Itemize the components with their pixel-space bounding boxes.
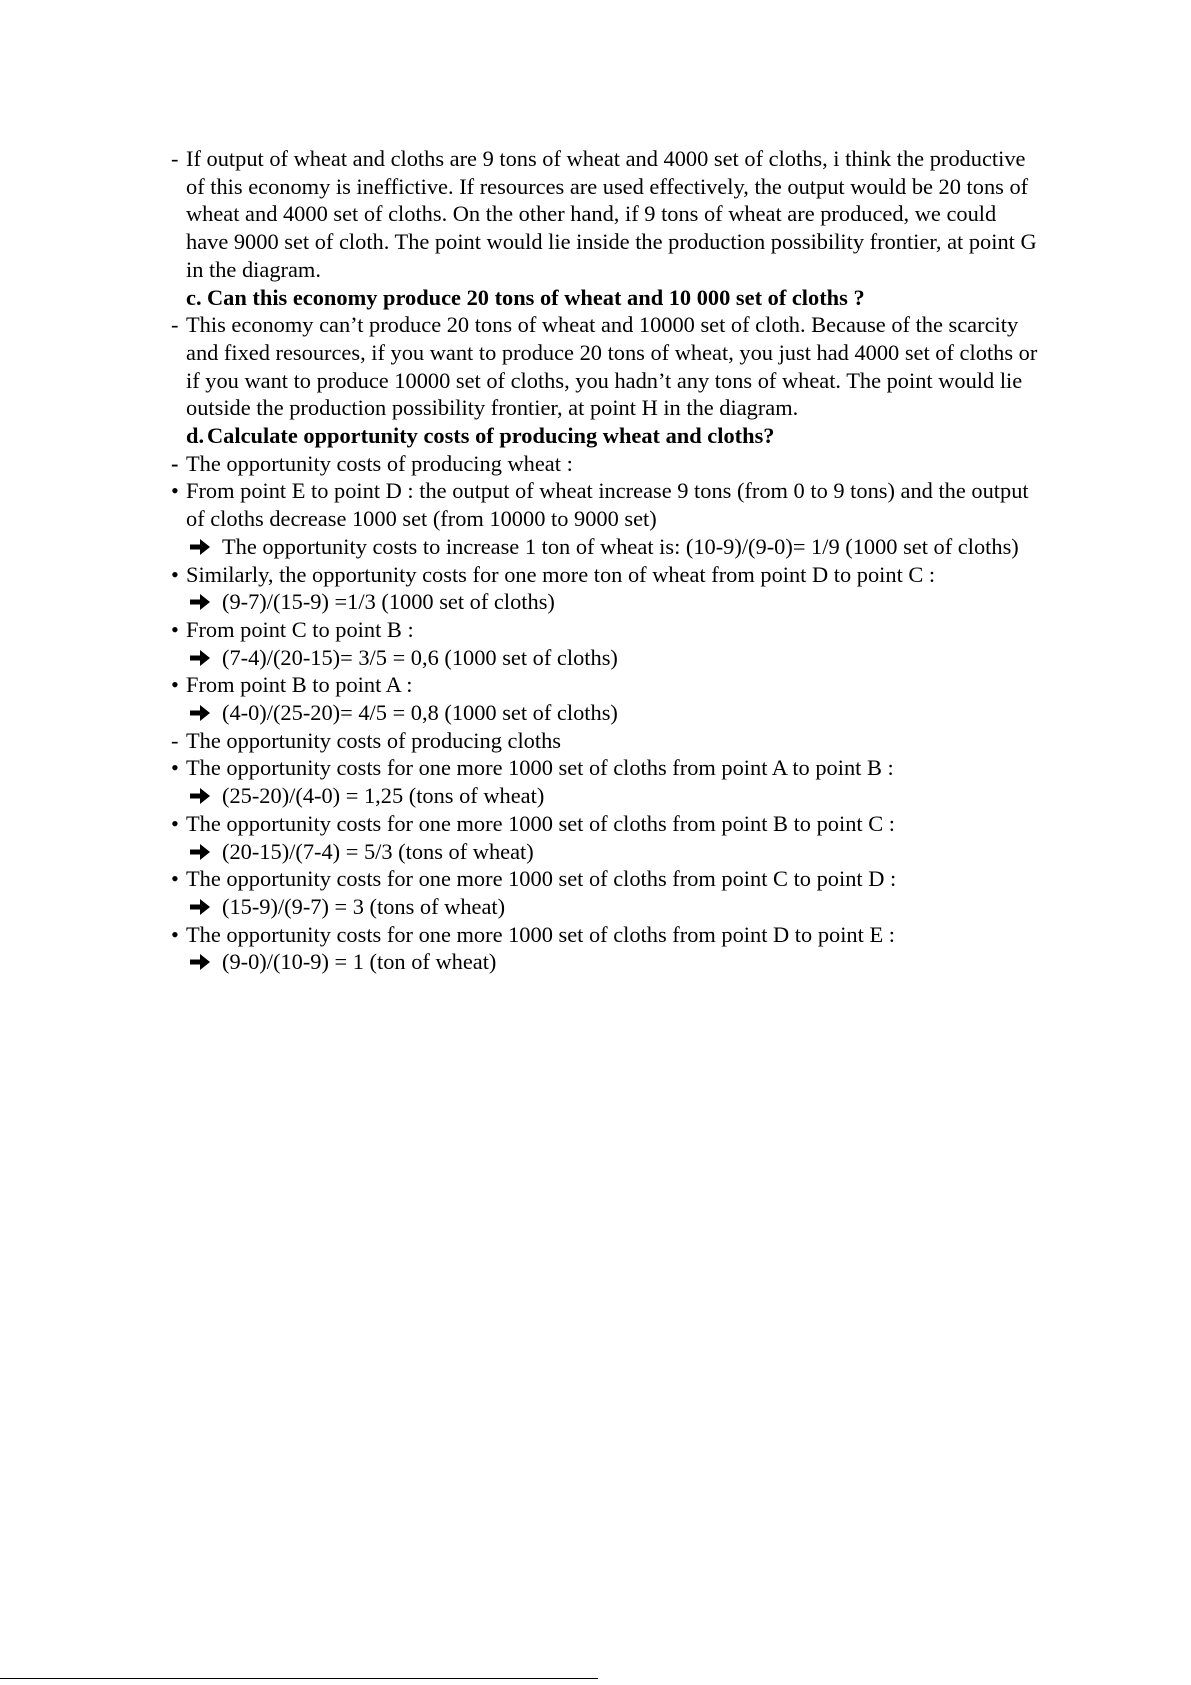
bullet-c-to-b xyxy=(171,616,1041,644)
arrow-item-e-to-d xyxy=(171,533,1041,561)
bullet-c-to-d xyxy=(171,865,1041,893)
heading-letter: c. xyxy=(186,284,202,310)
arrow-text: (7-4)/(20-15)= 3/5 = 0,6 (1000 set of cloths) xyxy=(222,644,618,670)
arrow-text: (15-9)/(9-7) = 3 (tons of wheat) xyxy=(222,893,506,919)
bullet-marker: • xyxy=(171,755,179,781)
paragraph-wheat-costs-intro xyxy=(171,450,1041,478)
arrow-text: The opportunity costs to increase 1 ton of wheat is: (10-9)/(9-0)= 1/9 (1000 set of cloths) xyxy=(222,533,1019,559)
paragraph-text: If output of wheat and cloths are 9 tons of wheat and 4000 set of cloths, i think the productive of this economy is ineffictive. If resources are used effectively, the output would be 20 tons of wheat and 4000 set of cloths. On the other hand, if 9 tons of wheat are produced, we could have 9000 set of cloth. The point would lie inside the production possibility frontier, at point G in the diagram. xyxy=(186,146,1037,282)
bullet-text: The opportunity costs for one more 1000 set of cloths from point B to point C : xyxy=(186,810,895,836)
heading-text: Calculate opportunity costs of producing wheat and cloths? xyxy=(207,423,775,449)
bullet-text: Similarly, the opportunity costs for one more ton of wheat from point D to point C : xyxy=(186,561,936,587)
arrow-text: (4-0)/(25-20)= 4/5 = 0,8 (1000 set of cloths) xyxy=(222,700,618,726)
arrow-item-d-to-e xyxy=(171,948,1041,976)
arrow-right-icon xyxy=(188,840,212,864)
dash-marker: - xyxy=(171,146,179,171)
arrow-item-b-to-c xyxy=(171,838,1041,866)
arrow-item-c-to-b xyxy=(171,644,1041,672)
heading-question-c xyxy=(171,284,1041,312)
bullet-marker: • xyxy=(171,616,179,642)
dash-marker: - xyxy=(171,312,179,338)
arrow-text: (25-20)/(4-0) = 1,25 (tons of wheat) xyxy=(222,783,545,809)
bullet-text: The opportunity costs for one more 1000 set of cloths from point A to point B : xyxy=(186,755,894,781)
arrow-right-icon xyxy=(188,701,212,725)
paragraph-inefficient-output xyxy=(171,145,1041,284)
arrow-right-icon xyxy=(188,646,212,670)
bullet-text: From point C to point B : xyxy=(186,616,414,642)
dash-marker: - xyxy=(171,727,179,753)
bullet-text: The opportunity costs for one more 1000 set of cloths from point C to point D : xyxy=(186,866,897,892)
heading-text: Can this economy produce 20 tons of wheat and 10 000 set of cloths ? xyxy=(207,284,865,310)
bullet-b-to-a xyxy=(171,671,1041,699)
bullet-text: From point E to point D : the output of wheat increase 9 tons (from 0 to 9 tons) and the output of cloths decrease 1000 set (from 10000 to 9000 set) xyxy=(186,478,1029,532)
bullet-marker: • xyxy=(171,921,179,947)
arrow-right-icon xyxy=(188,784,212,808)
arrow-right-icon xyxy=(188,950,212,974)
paragraph-text: This economy can’t produce 20 tons of wheat and 10000 set of cloth. Because of the scarcity and fixed resources, if you want to produce 20 tons of wheat, you just had 4000 set of cloths or if you want to produce 10000 set of cloths, you hadn’t any tons of wheat. The point would lie outside the production possibility frontier, at point H in the diagram. xyxy=(186,312,1038,421)
bullet-text: The opportunity costs for one more 1000 set of cloths from point D to point E : xyxy=(186,921,895,947)
bullet-marker: • xyxy=(171,561,179,587)
arrow-item-a-to-b xyxy=(171,782,1041,810)
bullet-marker: • xyxy=(171,478,179,504)
bullet-b-to-c xyxy=(171,810,1041,838)
paragraph-cannot-produce xyxy=(171,311,1041,422)
arrow-item-d-to-c xyxy=(171,588,1041,616)
paragraph-text: The opportunity costs of producing wheat : xyxy=(186,450,573,476)
bullet-d-to-c xyxy=(171,561,1041,589)
arrow-right-icon xyxy=(188,535,212,559)
bullet-e-to-d xyxy=(171,477,1041,532)
arrow-right-icon xyxy=(188,895,212,919)
arrow-item-c-to-d xyxy=(171,893,1041,921)
document-body xyxy=(171,145,1041,976)
footer-divider xyxy=(0,1678,598,1679)
paragraph-text: The opportunity costs of producing cloths xyxy=(186,727,561,753)
heading-question-d xyxy=(171,422,1041,450)
arrow-text: (9-7)/(15-9) =1/3 (1000 set of cloths) xyxy=(222,589,555,615)
paragraph-cloth-costs-intro xyxy=(171,727,1041,755)
arrow-item-b-to-a xyxy=(171,699,1041,727)
bullet-marker: • xyxy=(171,672,179,698)
dash-marker: - xyxy=(171,450,179,476)
arrow-text: (20-15)/(7-4) = 5/3 (tons of wheat) xyxy=(222,838,534,864)
bullet-marker: • xyxy=(171,810,179,836)
arrow-text: (9-0)/(10-9) = 1 (ton of wheat) xyxy=(222,949,497,975)
arrow-right-icon xyxy=(188,590,212,614)
bullet-a-to-b xyxy=(171,754,1041,782)
bullet-text: From point B to point A : xyxy=(186,672,413,698)
bullet-marker: • xyxy=(171,866,179,892)
heading-letter: d. xyxy=(186,423,205,449)
bullet-d-to-e xyxy=(171,921,1041,949)
